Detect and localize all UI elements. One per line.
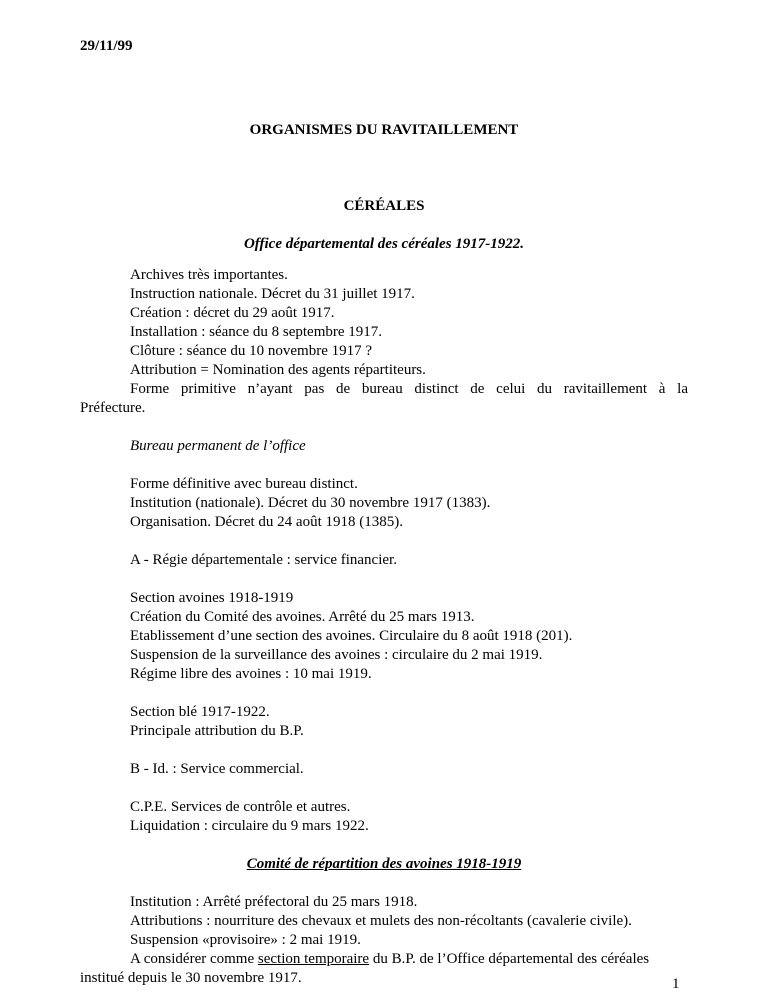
bureau-line: Institution (nationale). Décret du 30 novembre 1917 (1383). xyxy=(130,495,491,511)
avoines-line: Régime libre des avoines : 10 mai 1919. xyxy=(130,666,372,682)
office-line: Attribution = Nomination des agents répartiteurs. xyxy=(130,362,426,378)
office-line: Archives très importantes. xyxy=(130,267,288,283)
avoines-line: Etablissement d’une section des avoines. Circulaire du 8 août 1918 (201). xyxy=(130,628,573,644)
comite-line: Institution : Arrêté préfectoral du 25 mars 1918. xyxy=(130,894,418,910)
comite-line: Suspension «provisoire» : 2 mai 1919. xyxy=(130,932,361,948)
office-heading: Office départemental des céréales 1917-1922. xyxy=(243,236,525,252)
office-line: Installation : séance du 8 septembre 1917. xyxy=(130,324,383,340)
office-paragraph-line: Préfecture. xyxy=(80,400,146,416)
bureau-heading: Bureau permanent de l’office xyxy=(130,438,306,454)
office-line: Instruction nationale. Décret du 31 juillet 1917. xyxy=(130,286,415,302)
regie-line: A - Régie départementale : service financier. xyxy=(130,552,397,568)
page-number: 1 xyxy=(672,976,680,992)
cpe-line: C.P.E. Services de contrôle et autres. xyxy=(130,799,351,815)
avoines-line: Section avoines 1918-1919 xyxy=(130,590,294,606)
office-paragraph-line: Forme primitive n’ayant pas de bureau distinct de celui du ravitaillement à la xyxy=(130,381,688,397)
comite-line: Attributions : nourriture des chevaux et mulets des non-récoltants (cavalerie civile). xyxy=(130,913,632,929)
document-date: 29/11/99 xyxy=(80,38,133,54)
office-line: Clôture : séance du 10 novembre 1917 ? xyxy=(130,343,373,359)
consider-text-before: A considérer comme xyxy=(130,951,258,967)
ble-line: Section blé 1917-1922. xyxy=(130,704,270,720)
consider-line xyxy=(130,950,649,968)
document-title: ORGANISMES DU RAVITAILLEMENT xyxy=(249,122,519,138)
bureau-line: Forme définitive avec bureau distinct. xyxy=(130,476,358,492)
service-commercial-line: B - Id. : Service commercial. xyxy=(130,761,304,777)
office-line: Création : décret du 29 août 1917. xyxy=(130,305,335,321)
avoines-line: Suspension de la surveillance des avoines : circulaire du 2 mai 1919. xyxy=(130,647,543,663)
avoines-line: Création du Comité des avoines. Arrêté du 25 mars 1913. xyxy=(130,609,475,625)
consider-text-after: du B.P. de l’Office départemental des céréales xyxy=(369,951,650,967)
cpe-line: Liquidation : circulaire du 9 mars 1922. xyxy=(130,818,369,834)
bureau-line: Organisation. Décret du 24 août 1918 (1385). xyxy=(130,514,403,530)
consider-line-2: institué depuis le 30 novembre 1917. xyxy=(80,970,302,986)
comite-heading-text: Comité de répartition des avoines 1918-1919 xyxy=(246,856,522,872)
section-temporaire-underlined: section temporaire xyxy=(257,951,370,967)
ble-line: Principale attribution du B.P. xyxy=(130,723,304,739)
comite-heading xyxy=(0,855,768,873)
section-title: CÉRÉALES xyxy=(343,198,425,214)
